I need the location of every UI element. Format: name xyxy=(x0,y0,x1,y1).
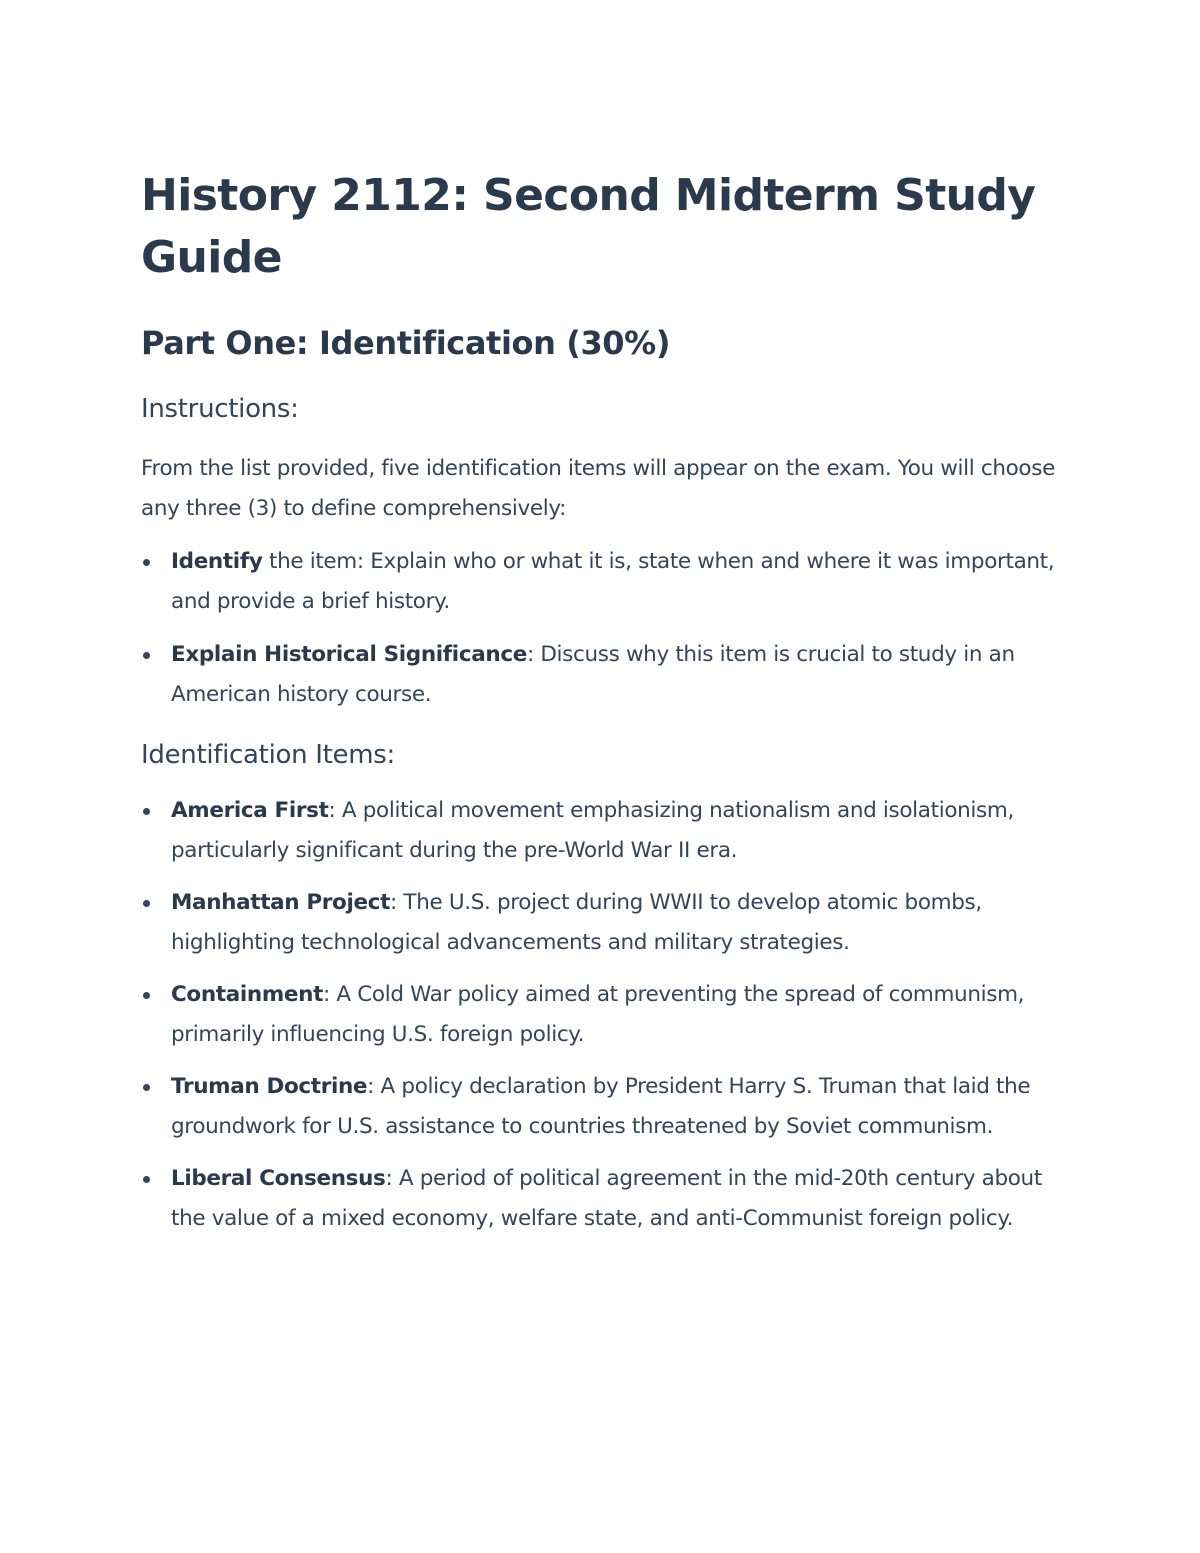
list-item xyxy=(141,791,1071,871)
item-term: Truman Doctrine xyxy=(171,1074,368,1099)
item-text: : A policy declaration by President Harry S. Truman that laid the groundwork for U.S. assistance to countries threatened by Soviet communism. xyxy=(171,1074,1031,1139)
bullet-icon xyxy=(143,1084,150,1091)
item-term: Containment xyxy=(171,982,324,1007)
item-text: : A political movement emphasizing nationalism and isolationism, particularly significant during the pre-World War II era. xyxy=(171,798,1014,863)
identification-items-heading: Identification Items: xyxy=(141,740,395,770)
item-term: Manhattan Project xyxy=(171,890,391,915)
item-text: : Discuss why this item is crucial to study in an American history course. xyxy=(171,642,1015,707)
bullet-icon xyxy=(143,559,150,566)
list-item xyxy=(141,883,1071,963)
document-page xyxy=(141,165,1071,1251)
bullet-icon xyxy=(143,808,150,815)
instructions-intro: From the list provided, five identification items will appear on the exam. You will choose any three (3) to define comprehensively: xyxy=(141,456,1055,521)
list-item xyxy=(141,975,1071,1055)
item-term: Liberal Consensus xyxy=(171,1166,386,1191)
bullet-icon xyxy=(143,900,150,907)
instructions-list xyxy=(141,542,1071,715)
list-item xyxy=(141,635,1071,715)
part-one-heading: Part One: Identification (30%) xyxy=(141,324,671,362)
list-item xyxy=(141,542,1071,622)
bullet-icon xyxy=(143,1176,150,1183)
item-term: America First xyxy=(171,798,329,823)
bullet-icon xyxy=(143,652,150,659)
page-title: History 2112: Second Midterm Study Guide xyxy=(141,170,1036,283)
item-text: : A Cold War policy aimed at preventing the spread of communism, primarily influencing U.S. foreign policy. xyxy=(171,982,1025,1047)
item-term: Identify xyxy=(171,549,263,574)
item-text: the item: Explain who or what it is, state when and where it was important, and provide a brief history. xyxy=(171,549,1055,614)
list-item xyxy=(141,1067,1071,1147)
instructions-heading: Instructions: xyxy=(141,394,299,424)
item-text: : A period of political agreement in the mid-20th century about the value of a mixed economy, welfare state, and anti-Communist foreign policy. xyxy=(171,1166,1042,1231)
item-text: : The U.S. project during WWII to develop atomic bombs, highlighting technological advancements and military strategies. xyxy=(171,890,982,955)
list-item xyxy=(141,1159,1071,1239)
bullet-icon xyxy=(143,992,150,999)
item-term: Explain Historical Significance xyxy=(171,642,527,667)
identification-items-list xyxy=(141,791,1071,1239)
